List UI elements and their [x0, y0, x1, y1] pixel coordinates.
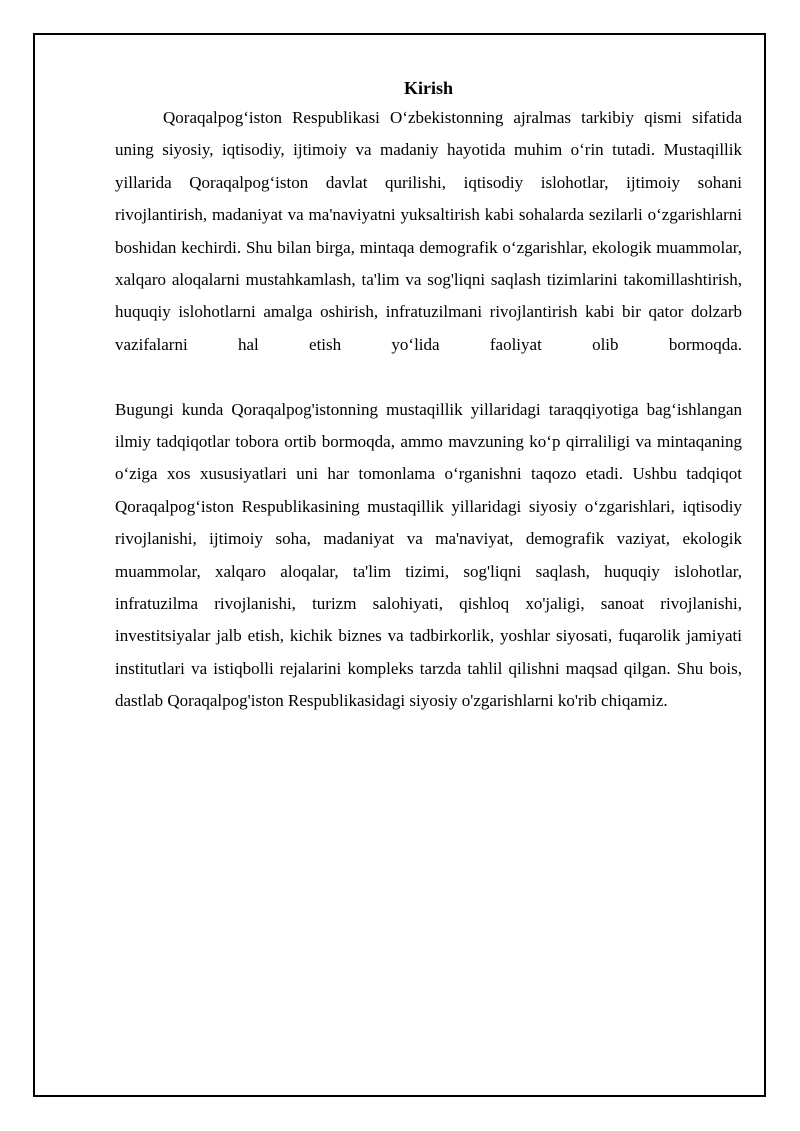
paragraph-research: Bugungi kunda Qoraqalpog'istonning mustaqillik yillaridagi taraqqiyotiga bag‘ishlangan ilmiy tadqiqotlar tobora ortib bormoqda, ammo mavzuning ko‘p qirraliligi va mintaqaning o‘ziga xos xususiyatlari uni har tomonlama o‘rganishni taqozo etadi. Ushbu tadqiqot Qoraqalpog‘iston Respublikasining mustaqillik yillaridagi siyosiy o‘zgarishlari, iqtisodiy rivojlanishi, ijtimoiy soha, madaniyat va ma'naviyat, demografik vaziyat, ekologik muammolar, xalqaro aloqalar, ta'lim tizimi, sog'liqni saqlash, huquqiy islohotlar, infratuzilma rivojlanishi, turizm salohiyati, qishloq xo'jaligi, sanoat rivojlanishi, investitsiyalar jalb etish, kichik biznes va tadbirkorlik, yoshlar siyosati, fuqarolik jamiyati institutlari va istiqbolli rejalarini kompleks tarzda tahlil qilishni maqsad qilgan. Shu bois, dastlab Qoraqalpog'iston Respublikasidagi siyosiy o'zgarishlarni ko'rib chiqamiz.: [115, 399, 742, 711]
document-title: Kirish: [403, 78, 453, 98]
paragraph-spacer: [115, 361, 742, 393]
paragraph-intro: Qoraqalpog‘iston Respublikasi O‘zbekistonning ajralmas tarkibiy qismi sifatida uning siyosiy, iqtisodiy, ijtimoiy va madaniy hayotida muhim o‘rin tutadi. Mustaqillik yillarida Qoraqalpog‘iston davlat qurilishi, iqtisodiy islohotlar, ijtimoiy sohani rivojlantirish, madaniyat va ma'naviyatni yuksaltirish kabi sohalarda sezilarli o‘zgarishlarni boshidan kechirdi. Shu bilan birga, mintaqa demografik o‘zgarishlar, ekologik muammolar, xalqaro aloqalarni mustahkamlash, ta'lim va sog'liqni saqlash tizimlarini takomillashtirish, huquqiy islohotlarni amalga oshirish, infratuzilmani rivojlantirish kabi bir qator dolzarb vazifalarni hal etish yo‘lida faoliyat olib bormoqda.: [115, 108, 742, 354]
document-body: [115, 75, 742, 718]
